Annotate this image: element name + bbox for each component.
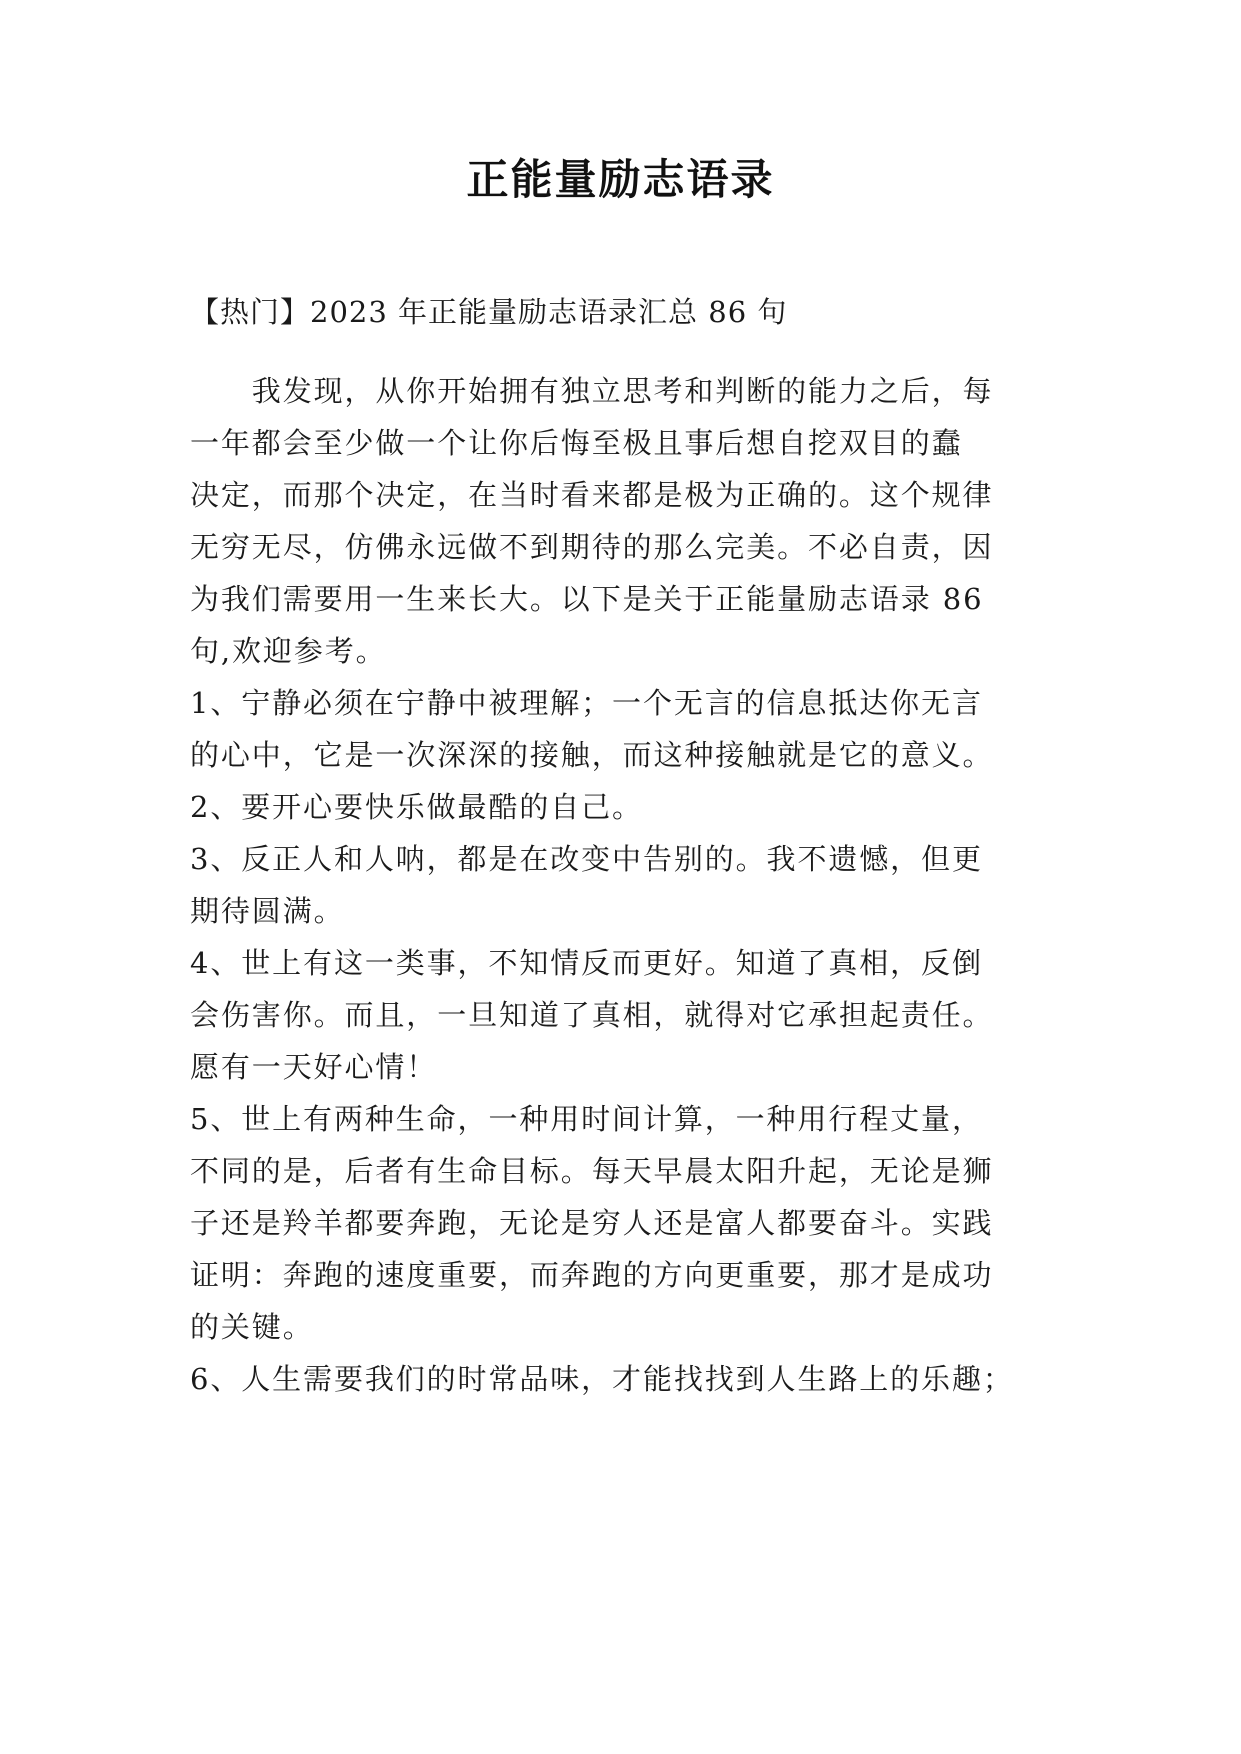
body-line: 2、要开心要快乐做最酷的自己。: [190, 790, 643, 824]
body-line: 期待圆满。: [190, 894, 345, 928]
document-subtitle: 【热门】2023 年正能量励志语录汇总 86 句: [190, 295, 788, 329]
body-line: 4、世上有这一类事，不知情反而更好。知道了真相，反倒: [190, 946, 983, 980]
body-line: 6、人生需要我们的时常品味，才能找找到人生路上的乐趣；: [190, 1362, 1014, 1396]
body-line: 为我们需要用一生来长大。以下是关于正能量励志语录 86: [190, 582, 984, 616]
body-line: 证明：奔跑的速度重要，而奔跑的方向更重要，那才是成功: [190, 1258, 994, 1292]
body-line: 会伤害你。而且，一旦知道了真相，就得对它承担起责任。: [190, 998, 994, 1032]
body-line: 5、世上有两种生命，一种用时间计算，一种用行程丈量，: [190, 1102, 983, 1136]
body-line: 3、反正人和人呐，都是在改变中告别的。我不遗憾，但更: [190, 842, 983, 876]
page-title: 正能量励志语录: [466, 155, 775, 204]
body-line: 决定，而那个决定，在当时看来都是极为正确的。这个规律: [190, 478, 994, 512]
body-line: 我发现，从你开始拥有独立思考和判断的能力之后，每: [190, 374, 994, 408]
body-line: 无穷无尽，仿佛永远做不到期待的那么完美。不必自责，因: [190, 530, 994, 564]
body-line: 的心中，它是一次深深的接触，而这种接触就是它的意义。: [190, 738, 994, 772]
body-line: 句,欢迎参考。: [190, 634, 387, 668]
body-line: 愿有一天好心情！: [190, 1050, 438, 1084]
body-line: 一年都会至少做一个让你后悔至极且事后想自挖双目的蠢: [190, 426, 963, 460]
body-line: 的关键。: [190, 1310, 314, 1344]
body-line: 子还是羚羊都要奔跑，无论是穷人还是富人都要奋斗。实践: [190, 1206, 994, 1240]
body-line: 1、宁静必须在宁静中被理解；一个无言的信息抵达你无言: [190, 686, 983, 720]
body-line: 不同的是，后者有生命目标。每天早晨太阳升起，无论是狮: [190, 1154, 994, 1188]
